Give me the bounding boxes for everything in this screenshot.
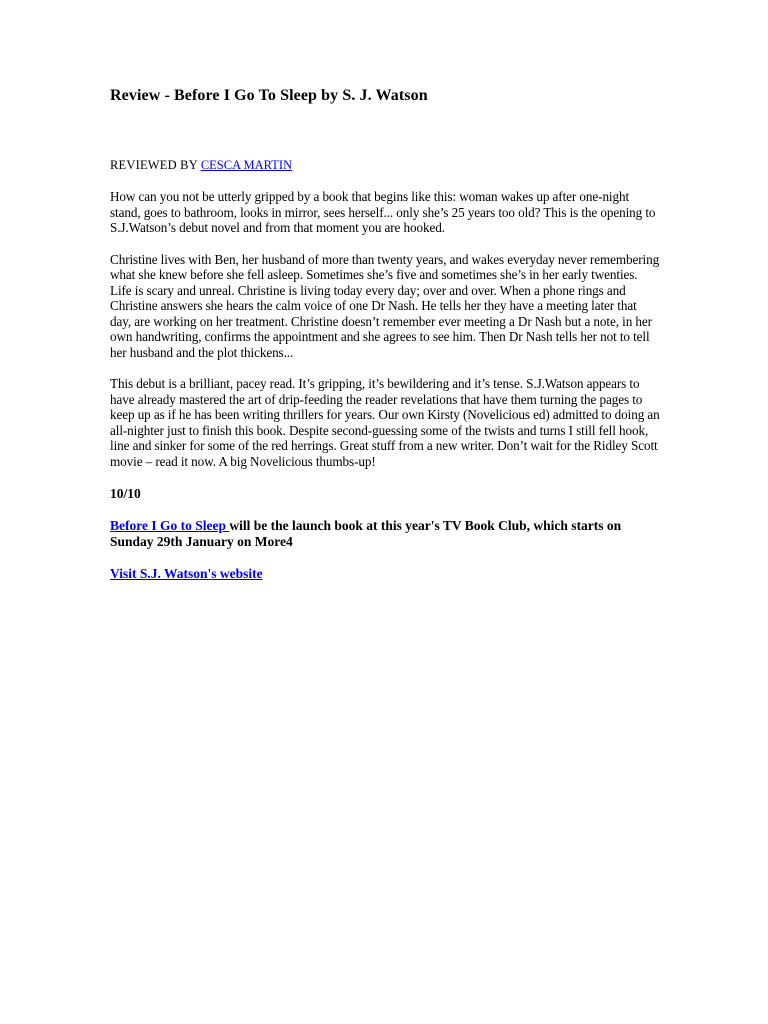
reviewer-link[interactable]: CESCA MARTIN xyxy=(200,158,293,172)
reviewed-by-label: REVIEWED BY xyxy=(110,158,201,172)
launch-note xyxy=(110,518,660,550)
review-paragraph-1: How can you not be utterly gripped by a book that begins like this: woman wakes up after one-night stand, goes to bathroom, looks in mirror, sees herself... only she’s 25 years too old? This is the opening to S.J.Watson’s debut novel and from that moment you are hooked. xyxy=(110,189,656,235)
review-paragraph-3: This debut is a brilliant, pacey read. It’s gripping, it’s bewildering and it’s tense. S.J.Watson appears to have already mastered the art of drip-feeding the reader revelations that have them turning the pages to keep up as if he has been writing thrillers for years. Our own Kirsty (Novelicious ed) admitted to doing an all-nighter just to finish this book. Despite second-guessing some of the twists and turns I still fell hook, line and sinker for some of the red herrings. Great stuff from a new writer. Don’t wait for the Ridley Scott movie – read it now. A big Novelicious thumbs-up! xyxy=(110,376,660,469)
reviewed-by-line xyxy=(110,158,660,173)
review-paragraph-2: Christine lives with Ben, her husband of more than twenty years, and wakes everyday never remembering what she knew before she fell asleep. Sometimes she’s five and sometimes she’s in her early twenties. Life is scary and unreal. Christine is living today every day; over and over. When a phone rings and Christine answers she hears the calm voice of one Dr Nash. He tells her they have a meeting later that day, are working on her treatment. Christine doesn’t remember ever meeting a Dr Nash but a note, in her own handwriting, confirms the appointment and she agrees to see him. Then Dr Nash tells her not to tell her husband and the plot thickens... xyxy=(110,251,660,360)
website-line xyxy=(110,566,660,582)
author-website-link[interactable]: Visit S.J. Watson's website xyxy=(110,566,263,581)
review-score: 10/10 xyxy=(110,486,141,501)
page-title: Review - Before I Go To Sleep by S. J. Watson xyxy=(110,87,428,104)
review-document xyxy=(110,86,660,582)
book-link[interactable]: Before I Go to Sleep xyxy=(110,518,230,533)
launch-text: will be the launch book at this year's TV Book Club, which starts on Sunday 29th January on More4 xyxy=(110,518,622,549)
